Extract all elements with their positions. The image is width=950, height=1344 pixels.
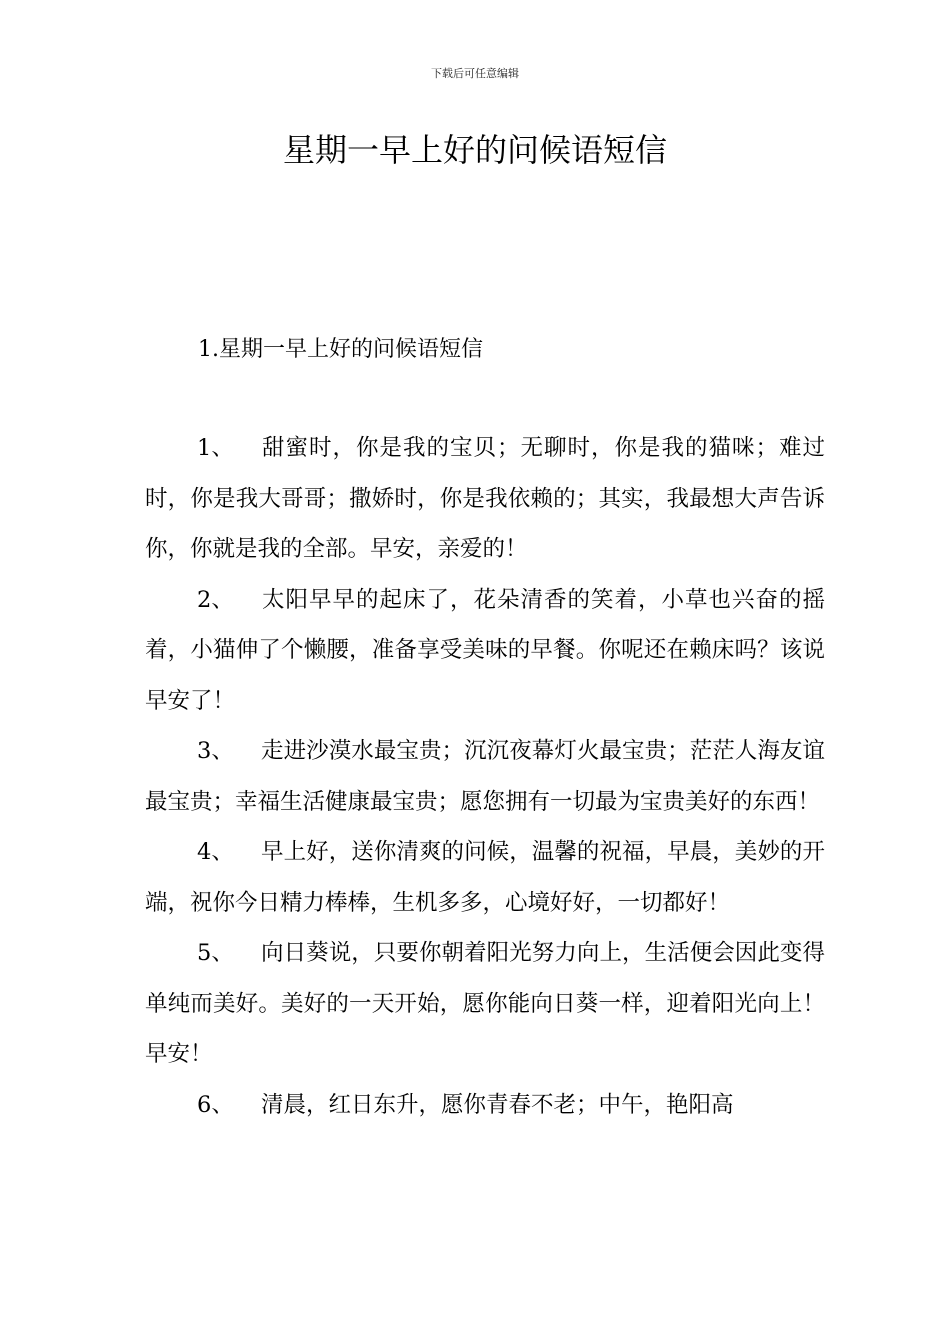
message-paragraph-5 — [145, 928, 825, 1080]
message-text: 太阳早早的起床了，花朵清香的笑着，小草也兴奋的摇着，小猫伸了个懒腰，准备享受美味的早餐。你呢还在赖床吗？该说早安了！ — [145, 586, 825, 714]
message-number: 1、 — [197, 435, 234, 461]
message-number: 4、 — [197, 839, 234, 865]
message-text: 清晨，红日东升，愿你青春不老；中午，艳阳高 — [261, 1091, 734, 1118]
message-number: 2、 — [197, 586, 234, 613]
message-text: 甜蜜时，你是我的宝贝；无聊时，你是我的猫咪；难过时，你是我大哥哥；撒娇时，你是我依赖的；其实，我最想大声告诉你，你就是我的全部。早安，亲爱的！ — [145, 435, 825, 562]
message-paragraph-6 — [145, 1080, 825, 1131]
document-title: 星期一早上好的问候语短信 — [282, 131, 667, 169]
header-note: 下载后可任意编辑 — [431, 67, 519, 80]
message-number: 5、 — [197, 940, 234, 966]
message-number: 3、 — [197, 738, 234, 764]
section-heading: 1.星期一早上好的问候语短信 — [198, 337, 483, 362]
message-paragraph-1 — [145, 423, 825, 575]
message-paragraph-2 — [145, 575, 825, 727]
message-paragraph-3 — [145, 726, 825, 827]
message-text: 早上好，送你清爽的问候，温馨的祝福，早晨，美妙的开端，祝你今日精力棒棒，生机多多，心境好好，一切都好！ — [145, 839, 825, 916]
message-paragraph-4 — [145, 827, 825, 928]
message-text: 向日葵说，只要你朝着阳光努力向上，生活便会因此变得单纯而美好。美好的一天开始，愿你能向日葵一样，迎着阳光向上！早安！ — [145, 940, 825, 1067]
message-list — [145, 423, 825, 1130]
message-text: 走进沙漠水最宝贵；沉沉夜幕灯火最宝贵；茫茫人海友谊最宝贵；幸福生活健康最宝贵；愿您拥有一切最为宝贵美好的东西！ — [145, 738, 825, 815]
message-number: 6、 — [197, 1091, 234, 1118]
